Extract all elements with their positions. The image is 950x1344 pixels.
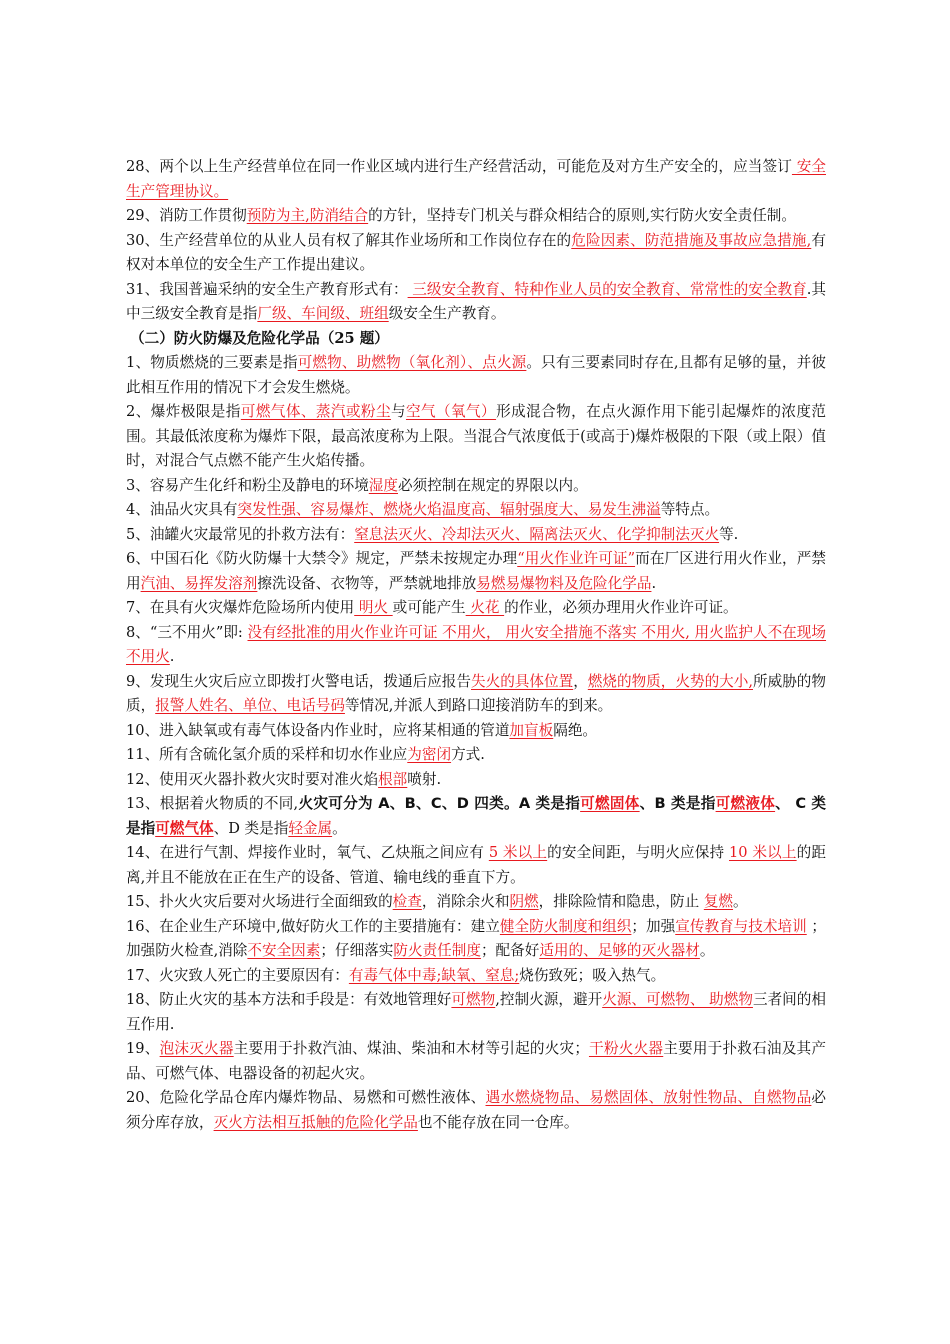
section-heading (126, 327, 826, 352)
question-text: 3、容易产生化纤和粉尘及静电的环境 (126, 476, 369, 494)
answer-text: 10 米以上 (729, 844, 797, 861)
answer-text: 阴燃 (509, 893, 539, 910)
question-text: 16、在企业生产环境中,做好防火工作的主要措施有：建立 (126, 917, 500, 935)
question-text: 喷射. (407, 770, 442, 788)
answer-text: 窒息法灭火、冷却法灭火、隔离法灭火、化学抑制法灭火 (354, 525, 720, 543)
answer-text: “用火作业许可证” (517, 550, 636, 567)
question-text: ；加强防火检查,消除 (126, 917, 826, 959)
question-text: ；仔细落实 (320, 942, 394, 959)
answer-text: 根部 (378, 770, 408, 788)
question-text: 而在厂区进行用火作业，严禁用 (126, 550, 826, 592)
question-18 (126, 988, 826, 1037)
question-30 (126, 229, 826, 278)
answer-text: 防火责任制度 (393, 942, 481, 959)
question-9 (126, 670, 826, 719)
question-text: 的安全间距，与明火应保持 (547, 844, 729, 861)
answer-text: 危险因素、防范措施及事故应急措施, (571, 231, 812, 249)
answer-text: 不安全因素 (247, 942, 321, 959)
answer-text: 可燃气体 (155, 819, 214, 837)
answer-text: 适用的、足够的灭火器材 (539, 942, 700, 959)
answer-text: 可燃物、助燃物（氧化剂）、点火源 (297, 354, 527, 371)
question-7 (126, 596, 826, 621)
question-4 (126, 498, 826, 523)
question-text: 主要用于扑救汽油、煤油、柴油和木材等引起的火灾； (233, 1040, 589, 1057)
answer-text: 为密闭 (407, 746, 452, 763)
question-text: 等特点。 (660, 501, 720, 518)
question-text: 擦洗设备、衣物等，严禁就地排放 (257, 574, 477, 592)
answer-text: 泡沫灭火器 (159, 1040, 234, 1057)
question-17 (126, 964, 826, 989)
question-28 (126, 155, 826, 204)
answer-text: 失火的具体位置 (471, 672, 574, 690)
question-text: 隔绝。 (553, 721, 598, 739)
question-text: 烧伤致死；吸入热气。 (519, 966, 666, 984)
answer-text: 可燃气体、蒸汽或粉尘 (240, 403, 391, 420)
question-text: ，消除余火和 (421, 893, 510, 910)
answer-text: 可燃固体 (580, 795, 640, 812)
question-text: 28、两个以上生产经营单位在同一作业区域内进行生产经营活动，可能危及对方生产安全的，应当签订 (126, 158, 792, 175)
question-text: 13、根据着火物质的不同, (126, 795, 299, 812)
question-text: 的作业，必须办理用火作业许可证。 (504, 599, 738, 616)
heading-text: （二）防火防爆及危险化学品（25 题） (130, 329, 389, 347)
question-text: 2、爆炸极限是指 (126, 403, 241, 420)
question-text: 等情况,并派人到路口迎接消防车的到来。 (344, 697, 613, 714)
question-6 (126, 547, 826, 596)
answer-text: 火源、可燃物、 助燃物 (602, 991, 753, 1008)
question-text: 6、中国石化《防火防爆十大禁令》规定，严禁未按规定办理 (126, 550, 518, 567)
question-14 (126, 841, 826, 890)
question-text: 。 (699, 942, 715, 959)
answer-text: 复燃 (703, 893, 734, 910)
question-text: 9、发现生火灾后应立即拨打火警电话，拨通后应报告 (126, 672, 471, 690)
answer-text: 厂级、车间级、班组 (257, 305, 389, 322)
emphasis-text: 、B 类是指 (639, 795, 716, 812)
answer-text: 没有经批准的用火作业许可证 不用火， 用火安全措施不落实 不用火, 用火监护人不在现场 不用火 (126, 623, 827, 665)
question-text: 17、火灾致人死亡的主要原因有： (126, 966, 349, 984)
answer-text: 安全生产管理协议。 (126, 158, 826, 200)
document-body (126, 155, 826, 1135)
question-12 (126, 768, 826, 793)
question-text: 19、 (126, 1040, 160, 1057)
answer-text: 有毒气体中毒;缺氧、窒息; (348, 966, 520, 984)
answer-text: 汽油、易挥发溶剂 (140, 574, 258, 592)
question-text: 4、油品火灾具有 (126, 501, 238, 518)
question-text: ；配备好 (480, 942, 540, 959)
answer-text: 三级安全教育、特种作业人员的安全教育、常常性的安全教育 (407, 280, 807, 298)
question-text: 8、“三不用火”即: (126, 623, 248, 641)
answer-text: 加盲板 (509, 721, 554, 739)
question-text: 的距离,并且不能放在正在生产的设备、管道、输电线的垂直下方。 (126, 844, 826, 886)
answer-text: 空气（氧气） (405, 403, 497, 420)
question-text: 的方针，坚持专门机关与群众相结合的原则,实行防火安全责任制。 (368, 207, 796, 224)
question-text: 与 (390, 403, 406, 420)
answer-text: 预防为主,防消结合 (246, 207, 369, 224)
question-15 (126, 890, 826, 915)
question-1 (126, 351, 826, 400)
question-11 (126, 743, 826, 768)
question-text: 11、所有含硫化氢介质的采样和切水作业应 (126, 746, 408, 763)
question-text: . (169, 648, 175, 665)
answer-text: 可燃物 (451, 991, 496, 1008)
answer-text: 检查 (392, 893, 422, 910)
question-19 (126, 1037, 826, 1086)
answer-text: 报警人姓名、单位、电话号码 (155, 697, 345, 714)
question-2 (126, 400, 826, 474)
question-text: 等. (719, 525, 739, 543)
question-29 (126, 204, 826, 229)
answer-text: 干粉火火器 (588, 1040, 664, 1057)
question-5 (126, 523, 826, 548)
answer-text: 灭火方法相互抵触的危险化学品 (213, 1113, 418, 1131)
question-text: ；加强 (631, 917, 676, 935)
answer-text: 明火 (354, 599, 393, 616)
question-text: 31、我国普遍采纳的安全生产教育形式有： (126, 280, 408, 298)
question-text: 也不能存放在同一仓库。 (417, 1113, 579, 1131)
question-text: 或可能产生 (392, 599, 466, 616)
answer-text: 5 米以上 (488, 844, 548, 861)
question-text: 主要用于扑救石油及其产品、可燃气体、电器设备的初起火灾。 (126, 1040, 826, 1082)
question-text: 、D 类是指 (213, 819, 289, 837)
question-text: 7、在具有火灾爆炸危险场所内使用 (126, 599, 355, 616)
question-text: 15、扑火火灾后要对火场进行全面细致的 (126, 893, 393, 910)
question-text: 10、进入缺氧或有毒气体设备内作业时，应将某相通的管道 (126, 721, 510, 739)
question-text: 方式. (451, 746, 485, 763)
question-text: ,控制火源，避开 (495, 991, 603, 1008)
question-text: 形成混合物，在点火源作用下能引起爆炸的浓度范围。其最低浓度称为爆炸下限，最高浓度称为上限。当混合气浓度低于(或高于)爆炸极限的下限（或上限）值时，对混合气点燃不能产生火焰传播。 (126, 403, 826, 469)
question-20 (126, 1086, 826, 1135)
question-text: . (651, 574, 657, 592)
question-text: 有权对本单位的安全生产工作提出建议。 (126, 231, 826, 273)
answer-text: 遇水燃烧物品、易燃固体、放射性物品、自燃物品 (485, 1089, 812, 1106)
question-10 (126, 719, 826, 744)
question-text: 必须控制在规定的界限以内。 (398, 476, 588, 494)
answer-text: 突发性强、容易爆炸、燃烧火焰温度高、辐射强度大、易发生沸溢 (237, 501, 661, 518)
answer-text: 轻金属 (288, 819, 333, 837)
question-text: 。 (332, 819, 347, 837)
question-text: 。只有三要素同时存在,且都有足够的量，并彼此相互作用的情况下才会发生燃烧。 (126, 354, 826, 396)
question-text: 30、生产经营单位的从业人员有权了解其作业场所和工作岗位存在的 (126, 231, 572, 249)
question-text: 29、消防工作贯彻 (126, 207, 247, 224)
question-text: 三者间的相互作用. (126, 991, 826, 1033)
question-text: ， (573, 672, 588, 690)
question-text: 20、危险化学品仓库内爆炸物品、易燃和可燃性液体、 (126, 1089, 486, 1106)
question-text: 5、油罐火灾最常见的扑救方法有： (126, 525, 355, 543)
question-text: 级安全生产教育。 (388, 305, 506, 322)
question-31 (126, 278, 826, 327)
question-16 (126, 915, 826, 964)
answer-text: 宣传教育与技术培训 (675, 917, 807, 935)
question-text: 14、在进行气割、焊接作业时，氧气、乙炔瓶之间应有 (126, 844, 489, 861)
question-3 (126, 474, 826, 499)
answer-text: 湿度 (368, 476, 398, 494)
emphasis-text: 火灾可分为 A、B、C、D 四类。A 类是指 (298, 795, 581, 812)
answer-text: 健全防火制度和组织 (499, 917, 632, 935)
question-text: 18、防止火灾的基本方法和手段是：有效地管理好 (126, 991, 452, 1008)
answer-text: 可燃液体 (715, 795, 776, 812)
question-text: 必须分库存放， (126, 1089, 826, 1131)
question-text: 1、物质燃烧的三要素是指 (126, 354, 298, 371)
question-text: ，排除险情和隐患，防止 (538, 893, 704, 910)
answer-text: 燃烧的物质，火势的大小, (587, 672, 753, 690)
question-13 (126, 792, 826, 841)
question-text: 所威胁的物质， (126, 672, 826, 714)
answer-text: 火花 (465, 599, 505, 616)
answer-text: 易燃易爆物料及危险化学品 (476, 574, 652, 592)
question-8 (126, 621, 826, 670)
emphasis-text: 、 C 类是指 (126, 795, 826, 837)
question-text: .其中三级安全教育是指 (126, 280, 826, 322)
question-text: 12、使用灭火器扑救火灾时要对准火焰 (126, 770, 379, 788)
question-text: 。 (733, 893, 748, 910)
